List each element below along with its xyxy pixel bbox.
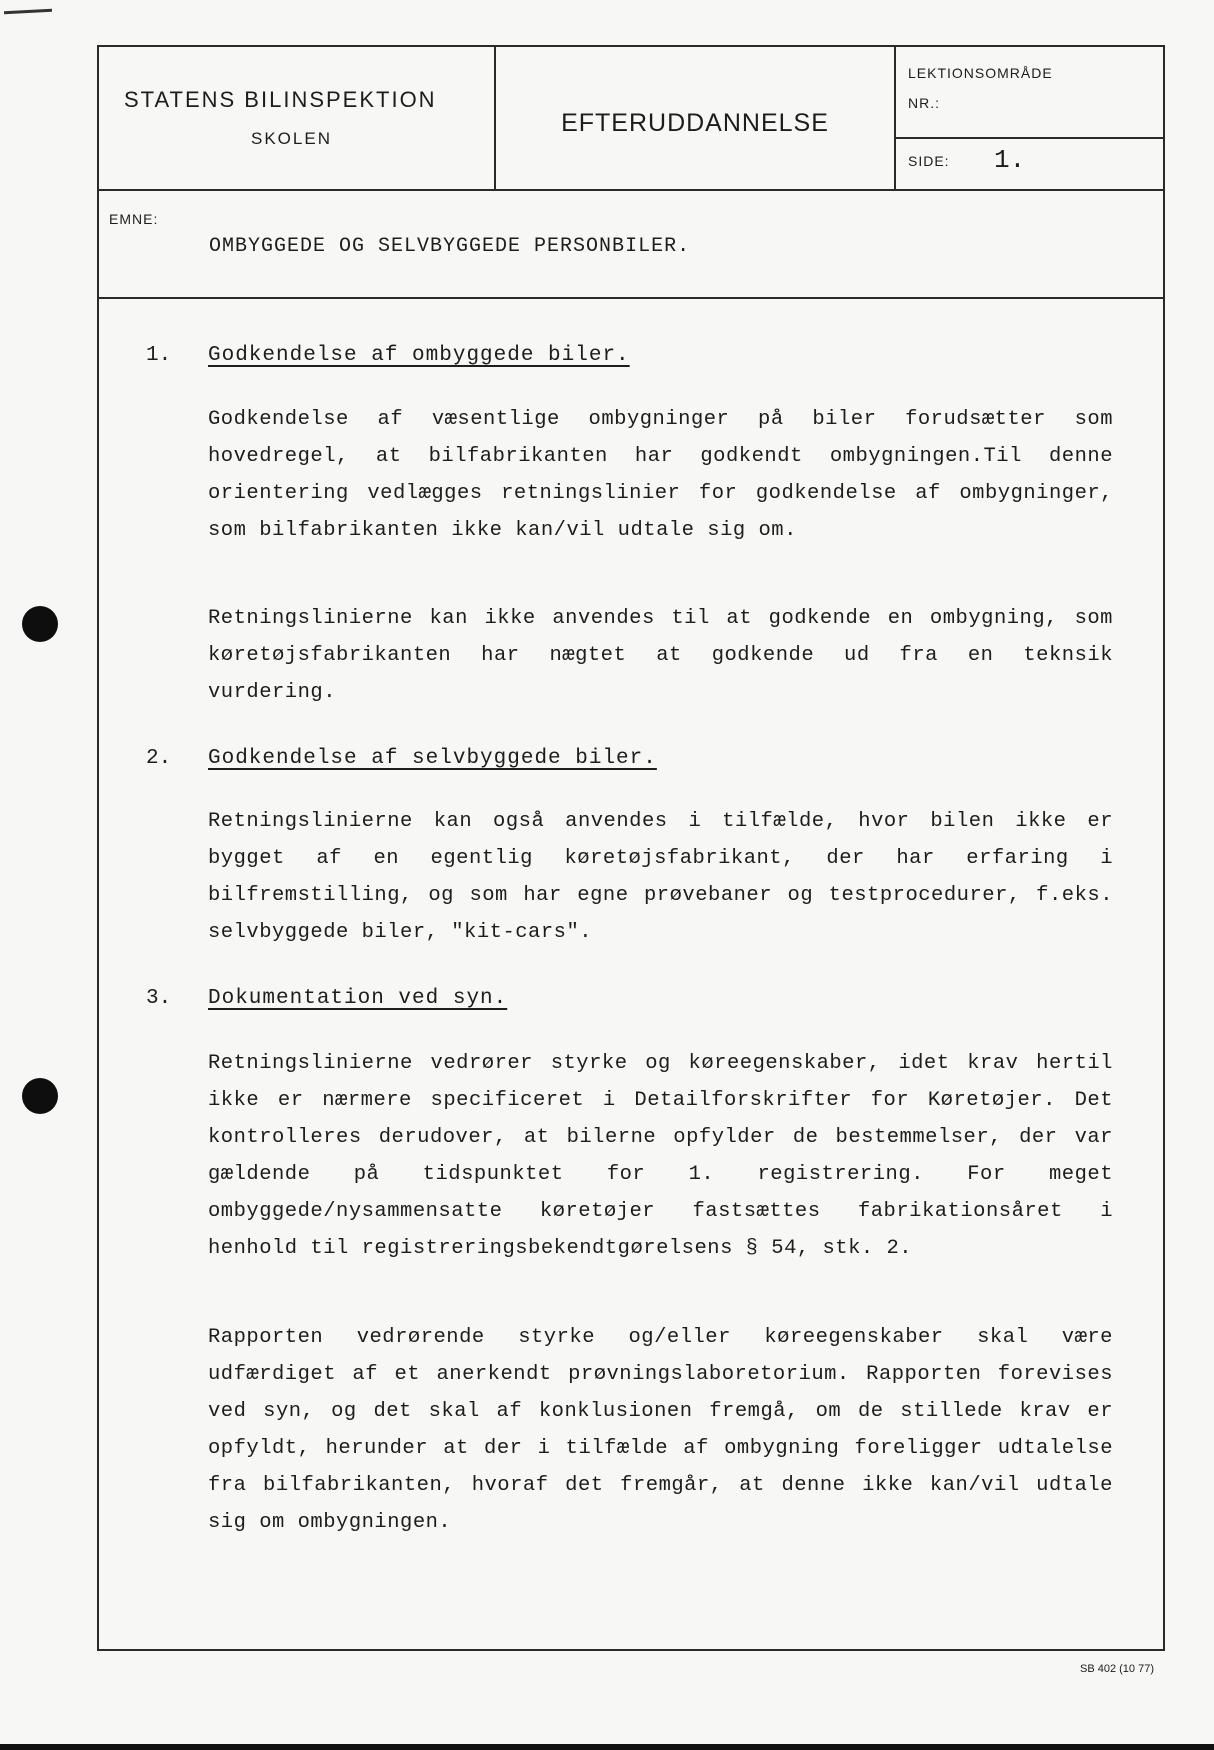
paragraph: Retningslinierne kan ikke anvendes til at godkende en ombygning, som køretøjsfabrikanten har nægtet at godkende ud fra en teknsik vurdering. [208,607,1113,704]
lektion-label: LEKTIONSOMRÅDE [908,65,1053,81]
paragraph: Rapporten vedrørende styrke og/eller køreegenskaber skal være udfærdiget af et anerkendt prøvningslaboretorium. Rapporten forevises ved syn, og det skal af konklusionen fremgå, om de stillede krav er opfyldt, herunder at der i tilfælde af ombygning foreligger udtalelse fra bilfabrikanten, hvoraf det fremgår, at denne ikke kan/vil udtale sig om ombygningen. [208,1326,1113,1534]
org-subtitle: SKOLEN [251,129,332,148]
scan-bottom-edge [0,1744,1214,1750]
section-number: 2. [146,747,172,770]
subject-text: OMBYGGEDE OG SELVBYGGEDE PERSONBILER. [209,235,691,258]
section-number: 1. [146,344,172,367]
punch-hole-top [22,606,58,642]
scan-mark [4,9,52,15]
section-title: Dokumentation ved syn. [208,987,508,1010]
page-number: 1. [994,145,1026,175]
paragraph: Retningslinierne kan også anvendes i tilfælde, hvor bilen ikke er bygget af en egentlig køretøjsfabrikant, der har erfaring i bilfremstilling, og som har egne prøvebaner og testprocedurer, f.eks. selvbyggede biler, "kit-cars". [208,810,1113,944]
org-name: STATENS BILINSPEKTION [124,87,437,112]
paragraph: Godkendelse af væsentlige ombygninger på biler forudsætter som hovedregel, at bilfabrikanten har godkendt ombygningen.Til denne orientering vedlægges retningslinier for godkendelse af ombygninger, som bilfabrikanten ikke kan/vil udtale sig om. [208,408,1113,542]
lektion-box [896,47,1163,139]
header [99,47,1163,191]
section-title: Godkendelse af selvbyggede biler. [208,747,657,770]
nr-label: NR.: [908,95,940,111]
section-number: 3. [146,987,172,1010]
side-label: SIDE: [908,153,950,169]
document-frame [97,45,1165,1651]
subject-row [99,189,1163,299]
subject-label: EMNE: [109,211,159,227]
punch-hole-bottom [22,1078,58,1114]
meta-cell [896,47,1163,189]
form-code: SB 402 (10 77) [1080,1663,1154,1675]
org-cell [99,47,496,189]
section-title: Godkendelse af ombyggede biler. [208,344,630,367]
course-title: EFTERUDDANNELSE [561,109,829,137]
course-cell [496,47,896,189]
paragraph: Retningslinierne vedrører styrke og køreegenskaber, idet krav hertil ikke er nærmere specificeret i Detailforskrifter for Køretøjer. Det kontrolleres derudover, at bilerne opfylder de bestemmelser, der var gældende på tidspunktet for 1. registrering. For meget ombyggede/nysammensatte køretøjer fastsættes fabrikationsåret i henhold til registreringsbekendtgørelsens § 54, stk. 2. [208,1052,1113,1260]
